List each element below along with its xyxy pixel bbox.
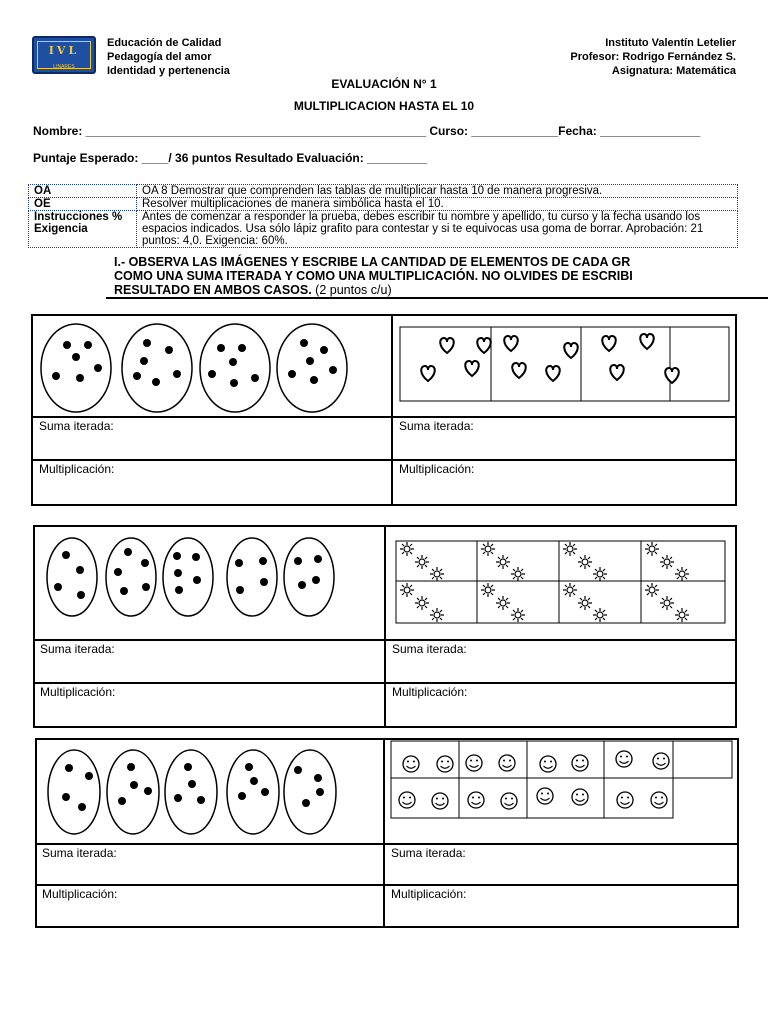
sun-icon: [400, 583, 414, 597]
sun-icon: [593, 608, 607, 622]
table-key: OA: [29, 185, 137, 198]
score-line[interactable]: Puntaje Esperado: ____/ 36 puntos Resultado Evaluación: _________: [33, 151, 428, 165]
heart-icon: [477, 338, 491, 353]
oval: [227, 538, 277, 616]
header-right-line: Instituto Valentín Letelier: [605, 37, 736, 49]
header-left-line: Identidad y pertenencia: [107, 65, 230, 77]
header-left-line: Educación de Calidad: [107, 37, 222, 49]
smiley-icon: [399, 792, 415, 808]
heart-icon: [610, 365, 624, 380]
smiley-icon: [432, 793, 448, 809]
smiley-icon: [468, 792, 484, 808]
sun-icon: [415, 555, 429, 569]
sun-icon: [400, 542, 414, 556]
header-right-line: Profesor: Rodrigo Fernández S.: [570, 51, 736, 63]
heart-icon: [512, 363, 526, 378]
oval: [277, 324, 347, 412]
oval: [284, 538, 334, 616]
oval: [122, 324, 192, 412]
smiley-icon: [617, 792, 633, 808]
suma-iterada-field[interactable]: Suma iterada:: [392, 642, 467, 656]
heart-icon: [640, 334, 654, 349]
smiley-icon: [403, 756, 419, 772]
sun-icon: [578, 596, 592, 610]
multiplication-field[interactable]: Multiplicación:: [39, 462, 115, 476]
oval: [200, 324, 270, 412]
sun-icon: [511, 608, 525, 622]
sun-icon: [415, 596, 429, 610]
smiley-icon: [437, 756, 453, 772]
page-subtitle: MULTIPLICACION HASTA EL 10: [293, 99, 475, 113]
heart-icon: [465, 361, 479, 376]
smiley-icon: [653, 753, 669, 769]
suns-group: [396, 541, 725, 623]
oval: [48, 750, 100, 834]
smiley-icon: [501, 793, 517, 809]
ovals-group-3: [48, 750, 336, 834]
suma-iterada-field[interactable]: Suma iterada:: [40, 642, 115, 656]
sun-icon: [645, 583, 659, 597]
heart-icon: [564, 343, 578, 358]
oval: [227, 750, 279, 834]
smiley-icon: [616, 751, 632, 767]
heart-icon: [440, 338, 454, 353]
ovals-group-2: [47, 538, 334, 616]
multiplication-field[interactable]: Multiplicación:: [40, 685, 116, 699]
sun-icon: [675, 608, 689, 622]
oval: [47, 538, 97, 616]
sun-icon: [578, 555, 592, 569]
heart-icon: [421, 366, 435, 381]
ovals-group-1: [41, 324, 347, 412]
suma-iterada-field[interactable]: Suma iterada:: [42, 846, 117, 860]
sun-icon: [660, 555, 674, 569]
smileys-group: [391, 741, 732, 818]
table-value: Antes de comenzar a responder la prueba, debes escribir tu nombre y apellido, tu curso y la fecha usando los espacios indicados. Usa sólo lápiz grafito para contestar y si te equivocas usa goma de borrar. Aprobación: 21 puntos: 4,0. Exigencia: 60%.: [137, 211, 738, 248]
sun-icon: [563, 542, 577, 556]
sun-icon: [430, 567, 444, 581]
sun-icon: [645, 542, 659, 556]
table-value: Resolver multiplicaciones de manera simbólica hasta el 10.: [137, 198, 738, 211]
sun-icon: [496, 596, 510, 610]
table-key: Instrucciones % Exigencia: [29, 211, 137, 248]
points-note: (2 puntos c/u): [311, 283, 392, 297]
suma-iterada-field[interactable]: Suma iterada:: [399, 419, 474, 433]
logo-text: IVL: [48, 44, 80, 57]
sun-icon: [481, 583, 495, 597]
sun-icon: [675, 567, 689, 581]
sun-icon: [593, 567, 607, 581]
sun-icon: [563, 583, 577, 597]
sun-icon: [481, 542, 495, 556]
oval: [284, 750, 336, 834]
multiplication-field[interactable]: Multiplicación:: [392, 685, 468, 699]
smiley-icon: [651, 792, 667, 808]
heart-icon: [504, 336, 518, 351]
multiplication-field[interactable]: Multiplicación:: [42, 887, 118, 901]
instructions-line-3: RESULTADO EN AMBOS CASOS.: [114, 283, 312, 297]
smiley-icon: [572, 755, 588, 771]
multiplication-field[interactable]: Multiplicación:: [399, 462, 475, 476]
smiley-icon: [572, 789, 588, 805]
page-title: EVALUACIÓN N° 1: [331, 77, 437, 91]
heart-icon: [546, 366, 560, 381]
heart-icon: [602, 336, 616, 351]
logo-subtext: LINARES: [53, 64, 75, 70]
smiley-icon: [499, 755, 515, 771]
sun-icon: [511, 567, 525, 581]
table-key: OE: [29, 198, 137, 211]
table-value: OA 8 Demostrar que comprenden las tablas de multiplicar hasta 10 de manera progresiva.: [137, 185, 738, 198]
oval: [163, 538, 213, 616]
hearts-group: [400, 327, 729, 401]
sun-icon: [430, 608, 444, 622]
sun-icon: [660, 596, 674, 610]
suma-iterada-field[interactable]: Suma iterada:: [391, 846, 466, 860]
name-course-date-line[interactable]: Nombre: ___________________________________________________ Curso: _____________Fecha: _______________: [33, 124, 701, 138]
header-right-line: Asignatura: Matemática: [611, 65, 736, 77]
sun-icon: [496, 555, 510, 569]
smiley-icon: [540, 756, 556, 772]
instructions-line: I.- OBSERVA LAS IMÁGENES Y ESCRIBE LA CANTIDAD DE ELEMENTOS DE CADA GR: [114, 255, 631, 269]
smiley-icon: [537, 788, 553, 804]
heart-icon: [665, 368, 679, 383]
oval: [165, 750, 217, 834]
smiley-icon: [466, 755, 482, 771]
instructions-line: COMO UNA SUMA ITERADA Y COMO UNA MULTIPLICACIÓN. NO OLVIDES DE ESCRIBI: [114, 269, 633, 283]
header-left-line: Pedagogía del amor: [107, 51, 212, 63]
multiplication-field[interactable]: Multiplicación:: [391, 887, 467, 901]
suma-iterada-field[interactable]: Suma iterada:: [39, 419, 114, 433]
